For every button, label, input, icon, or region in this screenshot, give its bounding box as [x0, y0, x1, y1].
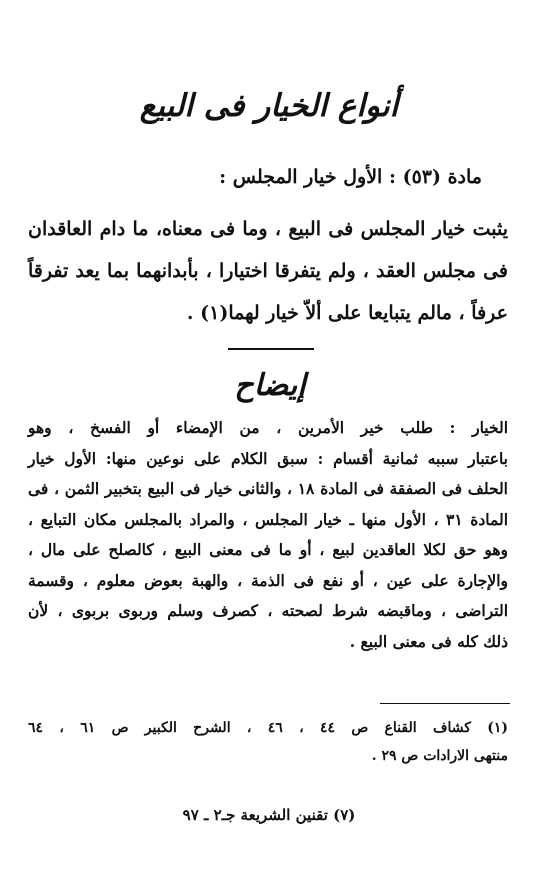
article-line: عرفاً ، مالم يتبايعا على ألاّ خيار لهما(١) . — [186, 302, 508, 324]
footnote-line: (١) كشاف القناع ص ٤٤ ، ٤٦ ، الشرح الكبير ص ٦١ ، ٦٤ — [28, 720, 508, 736]
article-line: يثبت خيار المجلس فى البيع ، وما فى معناه، ما دام العاقدان — [28, 218, 508, 240]
footnote-divider — [380, 703, 510, 704]
explanation-line: الحلف فى الصفقة فى المادة ١٨ ، والثانى خيار فى البيع بتخبير الثمن ، فى — [28, 479, 508, 498]
explanation-line: باعتبار سببه ثمانية أقسام : سبق الكلام على نوعين منها: الأول خيار — [28, 448, 508, 468]
explanation-line: وهو حق لكلا العاقدين لبيع ، أو ما فى معنى البيع ، كالصلح على مال ، — [28, 540, 508, 559]
footnote-line: منتهى الارادات ص ٢٩ . — [371, 748, 508, 764]
article-heading: مادة (٥٣) : الأول خيار المجلس : — [219, 166, 482, 188]
explanation-line: الخيار : طلب خير الأمرين ، من الإمضاء أو الفسخ ، وهو — [28, 418, 508, 437]
article-text — [28, 208, 508, 334]
explanation-line: ذلك كله فى معنى البيع . — [349, 631, 508, 651]
explanation-text — [28, 413, 508, 657]
footnote — [28, 714, 508, 770]
page-footer: (٧) تقنين الشريعة جـ٢ ـ ٩٧ — [182, 806, 356, 824]
section-divider — [228, 348, 314, 350]
explanation-line: المادة ٣١ ، الأول منها ـ خيار المجلس ، والمراد بالمجلس مكان التبايع ، — [28, 509, 508, 529]
article-line: فى مجلس العقد ، ولم يتفرقا اختيارا ، بأبدانهما بما يعد تفرقاً — [28, 260, 508, 282]
chapter-title: أنواع الخيار فى البيع — [139, 88, 399, 124]
explanation-title: إيضاح — [234, 368, 306, 403]
explanation-line: التراضى ، وماقبضه شرط لصحته ، كصرف وسلم وربوى بربوى ، لأن — [28, 601, 508, 620]
explanation-line: والإجارة على عين ، أو نفع فى الذمة ، والهبة بعوض معلوم ، وقسمة — [28, 570, 508, 590]
